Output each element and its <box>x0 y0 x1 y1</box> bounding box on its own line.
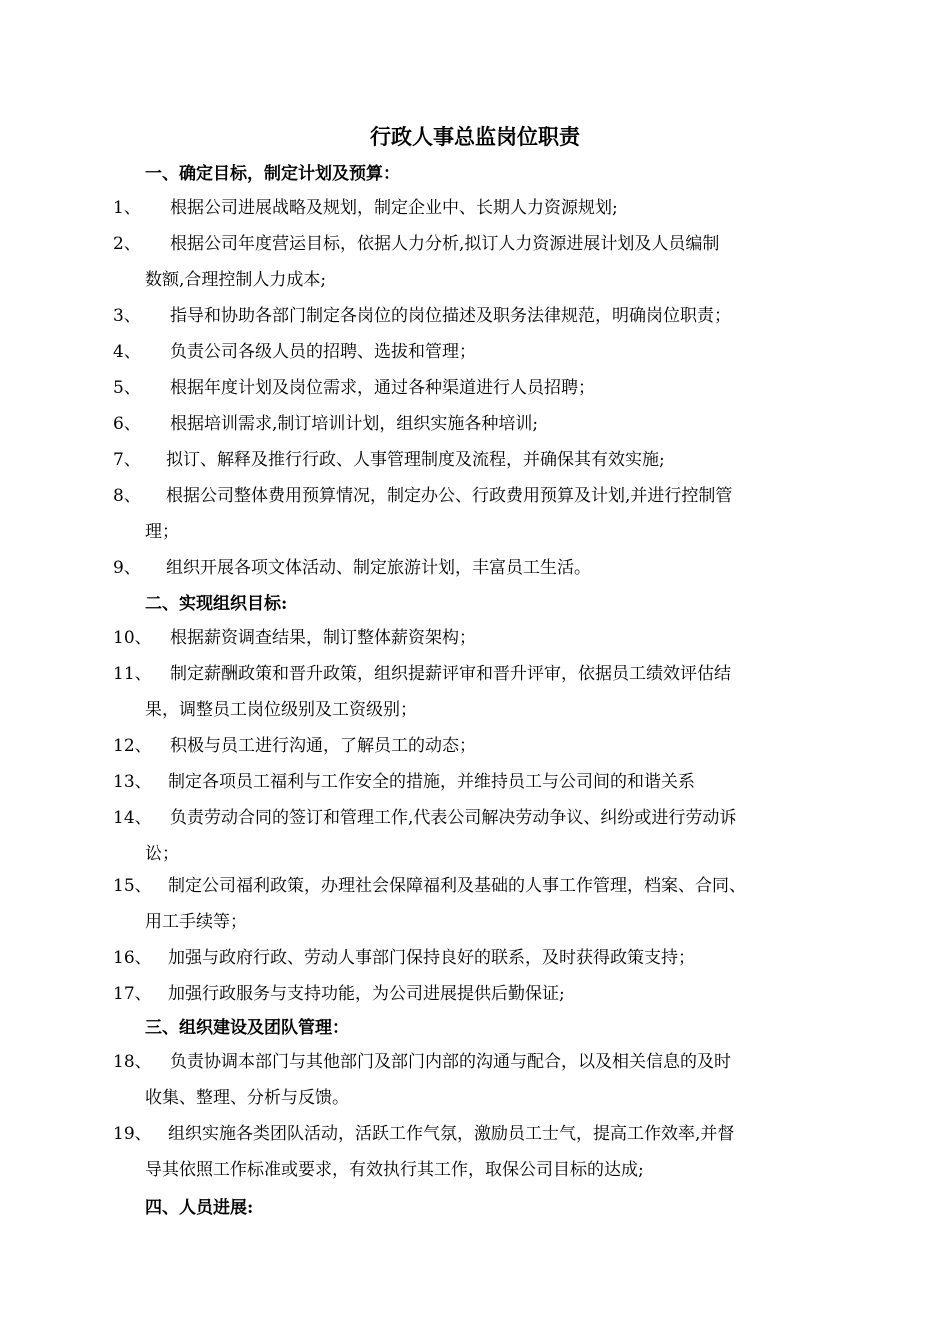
item-number: 18、 <box>113 1052 152 1072</box>
list-item <box>113 334 813 370</box>
item-number: 16、 <box>113 948 152 968</box>
section-heading: 二、实现组织目标: <box>145 594 288 614</box>
section-heading: 四、人员进展: <box>145 1198 254 1218</box>
list-item <box>113 620 813 656</box>
list-item <box>113 940 813 976</box>
item-text-continued: 理； <box>145 522 179 542</box>
item-text: 指导和协助各部门制定各岗位的岗位描述及职务法律规范，明确岗位职责； <box>170 306 731 326</box>
document-title: 行政人事总监岗位职责 <box>370 124 580 149</box>
list-item <box>113 868 813 940</box>
item-text-continued: 收集、整理、分析与反馈。 <box>145 1088 349 1108</box>
item-text: 制定公司福利政策，办理社会保障福利及基础的人事工作管理，档案、合同、 <box>168 876 746 896</box>
item-number: 1、 <box>113 198 141 218</box>
item-text-continued: 果，调整员工岗位级别及工资级别； <box>145 700 417 720</box>
item-number: 12、 <box>113 736 152 756</box>
item-number: 19、 <box>113 1124 152 1144</box>
item-text: 组织实施各类团队活动，活跃工作气氛，激励员工士气，提高工作效率,并督 <box>168 1124 735 1144</box>
item-text: 根据公司进展战略及规划，制定企业中、长期人力资源规划; <box>170 198 618 218</box>
item-text: 负责协调本部门与其他部门及部门内部的沟通与配合，以及相关信息的及时 <box>170 1052 731 1072</box>
item-number: 5、 <box>113 378 141 398</box>
section-heading: 三、组织建设及团队管理： <box>145 1018 349 1038</box>
item-number: 2、 <box>113 234 141 254</box>
list-item <box>113 656 813 728</box>
item-text: 加强与政府行政、劳动人事部门保持良好的联系，及时获得政策支持； <box>168 948 695 968</box>
item-text-continued: 用工手续等； <box>145 912 247 932</box>
item-text-continued: 导其依照工作标准或要求，有效执行其工作，取保公司目标的达成; <box>145 1160 644 1180</box>
list-item <box>113 550 813 586</box>
item-text: 负责公司各级人员的招聘、选拔和管理； <box>170 342 476 362</box>
item-text: 根据培训需求,制订培训计划，组织实施各种培训; <box>170 414 539 434</box>
item-text-continued: 讼； <box>145 844 179 864</box>
list-item <box>113 190 813 226</box>
item-text: 组织开展各项文体活动、制定旅游计划，丰富员工生活。 <box>166 558 591 578</box>
list-item <box>113 442 813 478</box>
section-heading: 一、确定目标，制定计划及预算： <box>145 164 400 184</box>
item-number: 9、 <box>113 558 141 578</box>
list-item <box>113 1116 813 1188</box>
list-item <box>113 728 813 764</box>
list-item <box>113 1044 813 1116</box>
item-text: 根据年度计划及岗位需求，通过各种渠道进行人员招聘； <box>170 378 595 398</box>
item-text: 根据公司年度营运目标，依据人力分析,拟订人力资源进展计划及人员编制 <box>170 234 720 254</box>
list-item <box>113 370 813 406</box>
item-text: 负责劳动合同的签订和管理工作,代表公司解决劳动争议、纠纷或进行劳动诉 <box>170 808 737 828</box>
item-number: 4、 <box>113 342 141 362</box>
item-text: 制定各项员工福利与工作安全的措施，并维持员工与公司间的和谐关系 <box>168 772 695 792</box>
list-item <box>113 298 813 334</box>
item-text: 拟订、解释及推行行政、人事管理制度及流程，并确保其有效实施; <box>166 450 665 470</box>
item-number: 17、 <box>113 984 152 1004</box>
item-number: 13、 <box>113 772 152 792</box>
item-number: 10、 <box>113 628 152 648</box>
item-text: 制定薪酬政策和晋升政策，组织提薪评审和晋升评审，依据员工绩效评估结 <box>170 664 731 684</box>
item-text: 加强行政服务与支持功能，为公司进展提供后勤保证; <box>168 984 565 1004</box>
list-item <box>113 226 813 298</box>
item-number: 15、 <box>113 876 152 896</box>
item-text: 积极与员工进行沟通，了解员工的动态； <box>170 736 476 756</box>
item-text: 根据薪资调查结果，制订整体薪资架构； <box>170 628 476 648</box>
item-number: 8、 <box>113 486 141 506</box>
item-text: 根据公司整体费用预算情况，制定办公、行政费用预算及计划,并进行控制管 <box>166 486 733 506</box>
item-text-continued: 数额,合理控制人力成本; <box>145 270 327 290</box>
item-number: 3、 <box>113 306 141 326</box>
item-number: 11、 <box>113 664 152 684</box>
item-number: 14、 <box>113 808 152 828</box>
item-number: 6、 <box>113 414 141 434</box>
item-number: 7、 <box>113 450 141 470</box>
list-item <box>113 406 813 442</box>
list-item <box>113 800 813 872</box>
list-item <box>113 976 813 1012</box>
list-item <box>113 764 813 800</box>
list-item <box>113 478 813 550</box>
